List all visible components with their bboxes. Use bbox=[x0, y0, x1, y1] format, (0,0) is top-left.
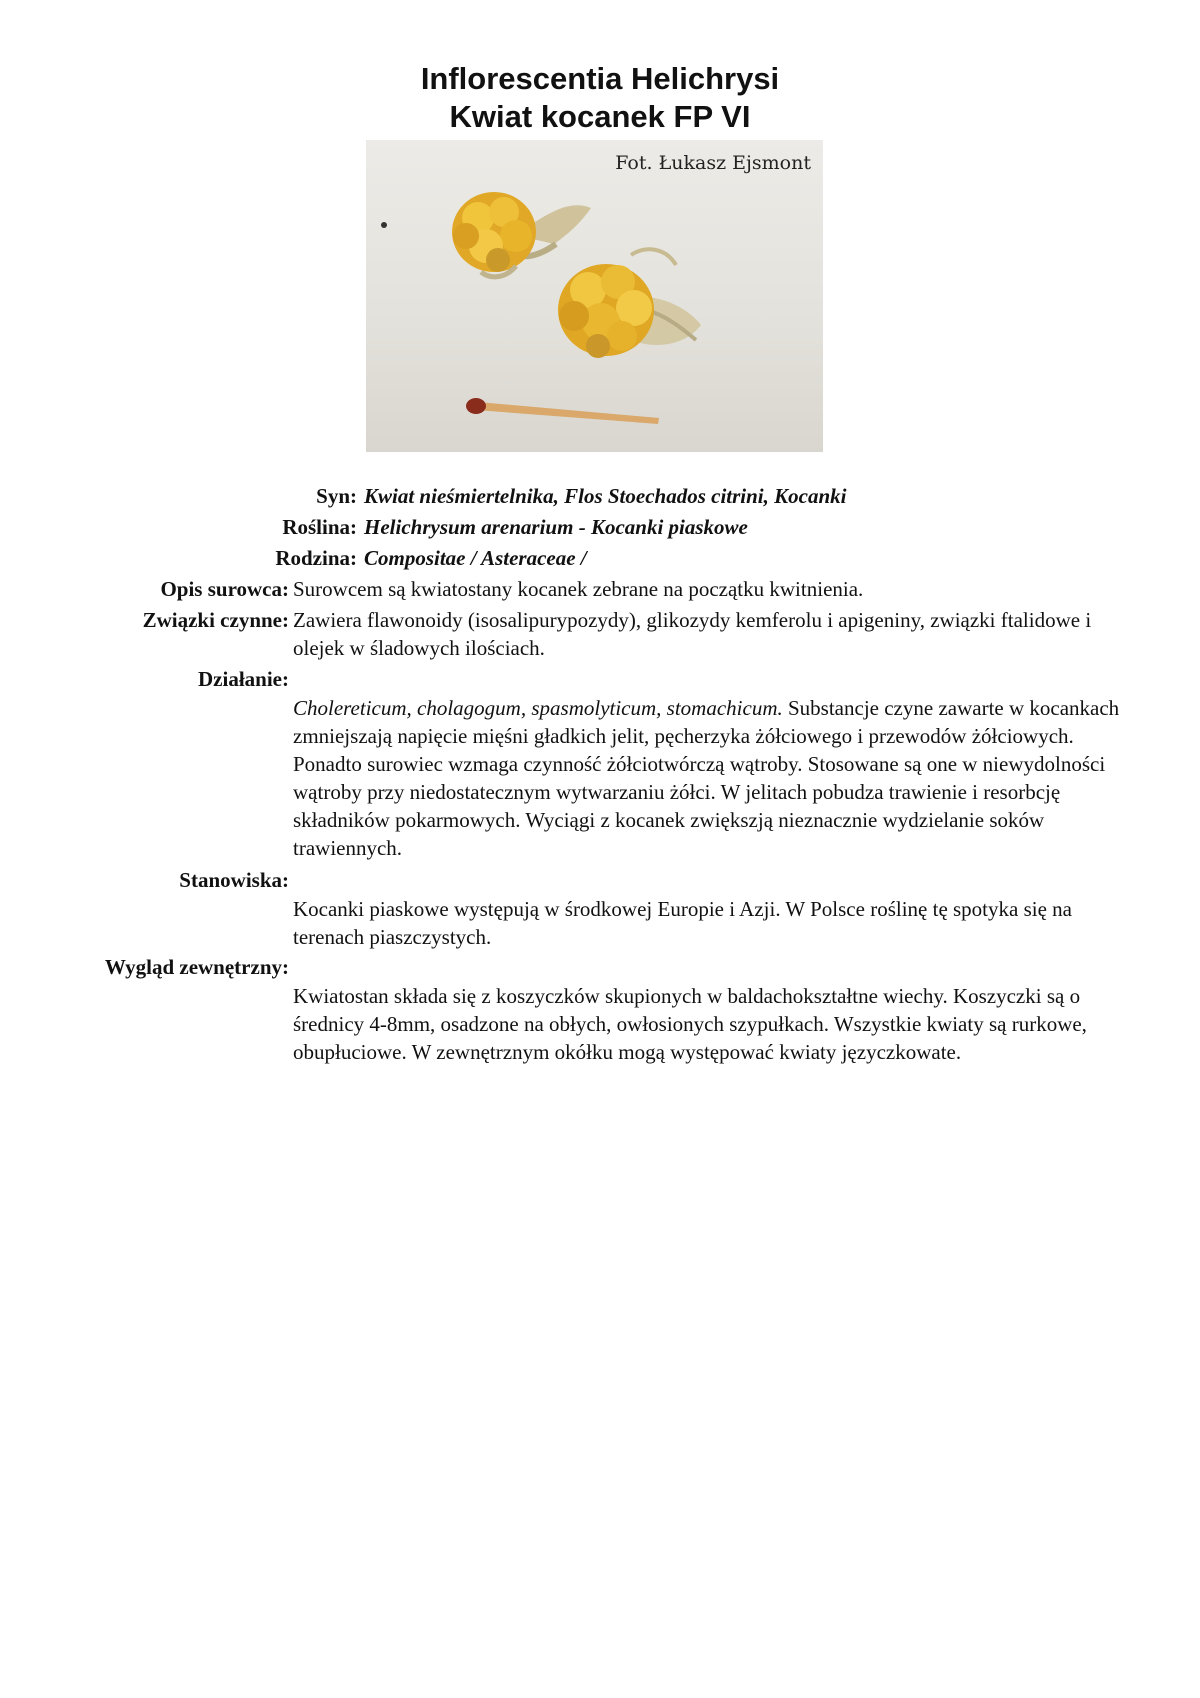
active-compounds-row bbox=[0, 606, 1200, 666]
photo-credit: Fot. Łukasz Ejsmont bbox=[615, 152, 811, 174]
plant-row bbox=[0, 513, 1200, 541]
page-subtitle: Kwiat kocanek FP VI bbox=[449, 99, 751, 134]
herb-photo bbox=[366, 140, 823, 452]
family-label: Rodzina: bbox=[275, 546, 357, 570]
active-compounds-label: Związki czynne: bbox=[142, 608, 289, 632]
appearance-text: Kwiatostan składa się z koszyczków skupionych w baldachokształtne wiechy. Koszyczki są o średnicy 4-8mm, osadzone na obłych, owłosionych szypułkach. Wszystkie kwiaty są rurkowe, obupłuciowe. W zewnętrznym okółku mogą występować kwiaty języczkowate. bbox=[293, 984, 1087, 1064]
syn-value: Kwiat nieśmiertelnika, Flos Stoechados citrini, Kocanki bbox=[364, 484, 847, 508]
habitat-label: Stanowiska: bbox=[179, 868, 289, 892]
appearance-label: Wygląd zewnętrzny: bbox=[104, 955, 289, 979]
family-row bbox=[0, 544, 1200, 572]
family-value: Compositae / Asteraceae / bbox=[364, 546, 587, 570]
action-text bbox=[293, 694, 1143, 862]
active-compounds-value: Zawiera flawonoidy (isosalipurypozydy), glikozydy kemferolu i apigeniny, związki ftalidowe i olejek w śladowych ilościach. bbox=[293, 608, 1092, 660]
action-label: Działanie: bbox=[198, 667, 289, 691]
helichrysum-flower-head bbox=[381, 192, 591, 277]
action-latin-terms: Cholereticum, cholagogum, spasmolyticum, stomachicum. bbox=[293, 696, 783, 720]
helichrysum-flower-head bbox=[558, 249, 701, 358]
habitat-text: Kocanki piaskowe występują w środkowej Europie i Azji. W Polsce roślinę tę spotyka się na terenach piaszczystych. bbox=[293, 897, 1072, 949]
raw-material-row bbox=[0, 575, 1200, 603]
syn-row bbox=[0, 482, 1200, 510]
page-title: Inflorescentia Helichrysi bbox=[420, 61, 780, 96]
syn-label: Syn: bbox=[316, 484, 357, 508]
plant-label: Roślina: bbox=[282, 515, 357, 539]
matchstick bbox=[466, 398, 659, 424]
action-description: Substancje czyne zawarte w kocankach zmniejszają napięcie mięśni gładkich jelit, pęcherzyka żółciowego i przewodów żółciowych. Ponadto surowiec wzmaga czynność żółciotwórczą wątroby. Stosowane są one w niewydolności wątroby przy niedostatecznym wytwarzaniu żółci. W jelitach pobudza trawienie i resorbcję składników pokarmowych. Wyciągi z kocanek zwiększją nieznacznie wydzielanie soków trawiennych. bbox=[293, 696, 1120, 860]
raw-material-label: Opis surowca: bbox=[160, 577, 289, 601]
plant-value: Helichrysum arenarium - Kocanki piaskowe bbox=[364, 515, 748, 539]
raw-material-value: Surowcem są kwiatostany kocanek zebrane na początku kwitnienia. bbox=[293, 577, 864, 601]
